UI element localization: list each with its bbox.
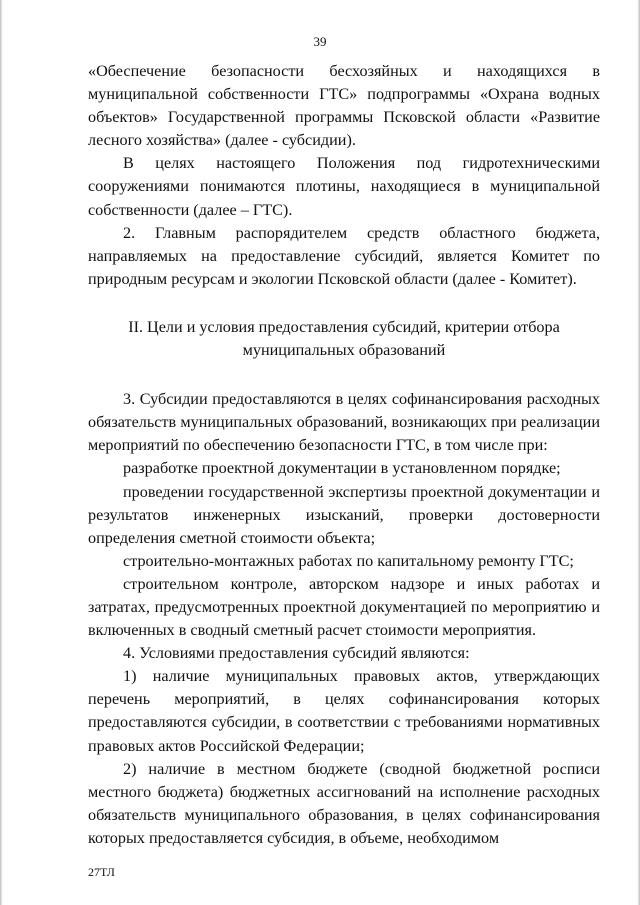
- footer-document-code: 27ТЛ: [88, 865, 115, 879]
- list-item-construction-works: строительно-монтажных работах по капитальному ремонту ГТС;: [123, 551, 574, 570]
- list-item-project-docs: разработке проектной документации в установленном порядке;: [123, 459, 561, 478]
- condition-item-1: 1) наличие муниципальных правовых актов, утверждающих перечень мероприятий, в целях софинансирования которых предоставляются субсидии, в соответствии с требованиями нормативных правовых актов Российской Федерации;: [88, 667, 600, 755]
- paragraph-gts-definition: В целях настоящего Положения под гидротехническими сооружениями понимаются плотины, находящиеся в муниципальной собственности (далее – ГТС).: [88, 154, 600, 219]
- paragraph-main-manager: 2. Главным распорядителем средств областного бюджета, направляемых на предоставление субсидий, является Комитет по природным ресурсам и экологии Псковской области (далее - Комитет).: [88, 223, 600, 288]
- page-number: 39: [313, 34, 327, 49]
- list-item-state-expertise: проведении государственной экспертизы проектной документации и результатов инженерных изысканий, проверки достоверности определения сметной стоимости объекта;: [88, 482, 600, 547]
- document-body: [88, 60, 600, 850]
- condition-item-2: 2) наличие в местном бюджете (сводной бюджетной росписи местного бюджета) бюджетных ассигнований на исполнение расходных обязательств муниципального образования, в целях софинансирования которых предоставляется субсидия, в объеме, необходимом: [88, 759, 600, 847]
- list-item-construction-control: строительном контроле, авторском надзоре и иных работах и затратах, предусмотренных проектной документацией по мероприятию и включенных в сводный сметный расчет стоимости мероприятия.: [88, 574, 600, 640]
- paragraph-conditions-heading: 4. Условиями предоставления субсидий являются:: [123, 644, 470, 663]
- paragraph-subsidy-purposes: 3. Субсидии предоставляются в целях софинансирования расходных обязательств муниципальных образований, возникающих при реализации мероприятий по обеспечению безопасности ГТС, в том числе при:: [88, 390, 600, 455]
- section-heading: II. Цели и условия предоставления субсидий, критерии отбора муниципальных образований: [128, 317, 560, 360]
- scan-edge-left: [0, 0, 3, 905]
- paragraph-subsidy-intro: «Обеспечение безопасности бесхозяйных и находящихся в муниципальной собственности ГТС» подпрограммы «Охрана водных объектов» Государственной программы Псковской области «Развитие лесного хозяйства» (далее - субсидии).: [88, 62, 600, 150]
